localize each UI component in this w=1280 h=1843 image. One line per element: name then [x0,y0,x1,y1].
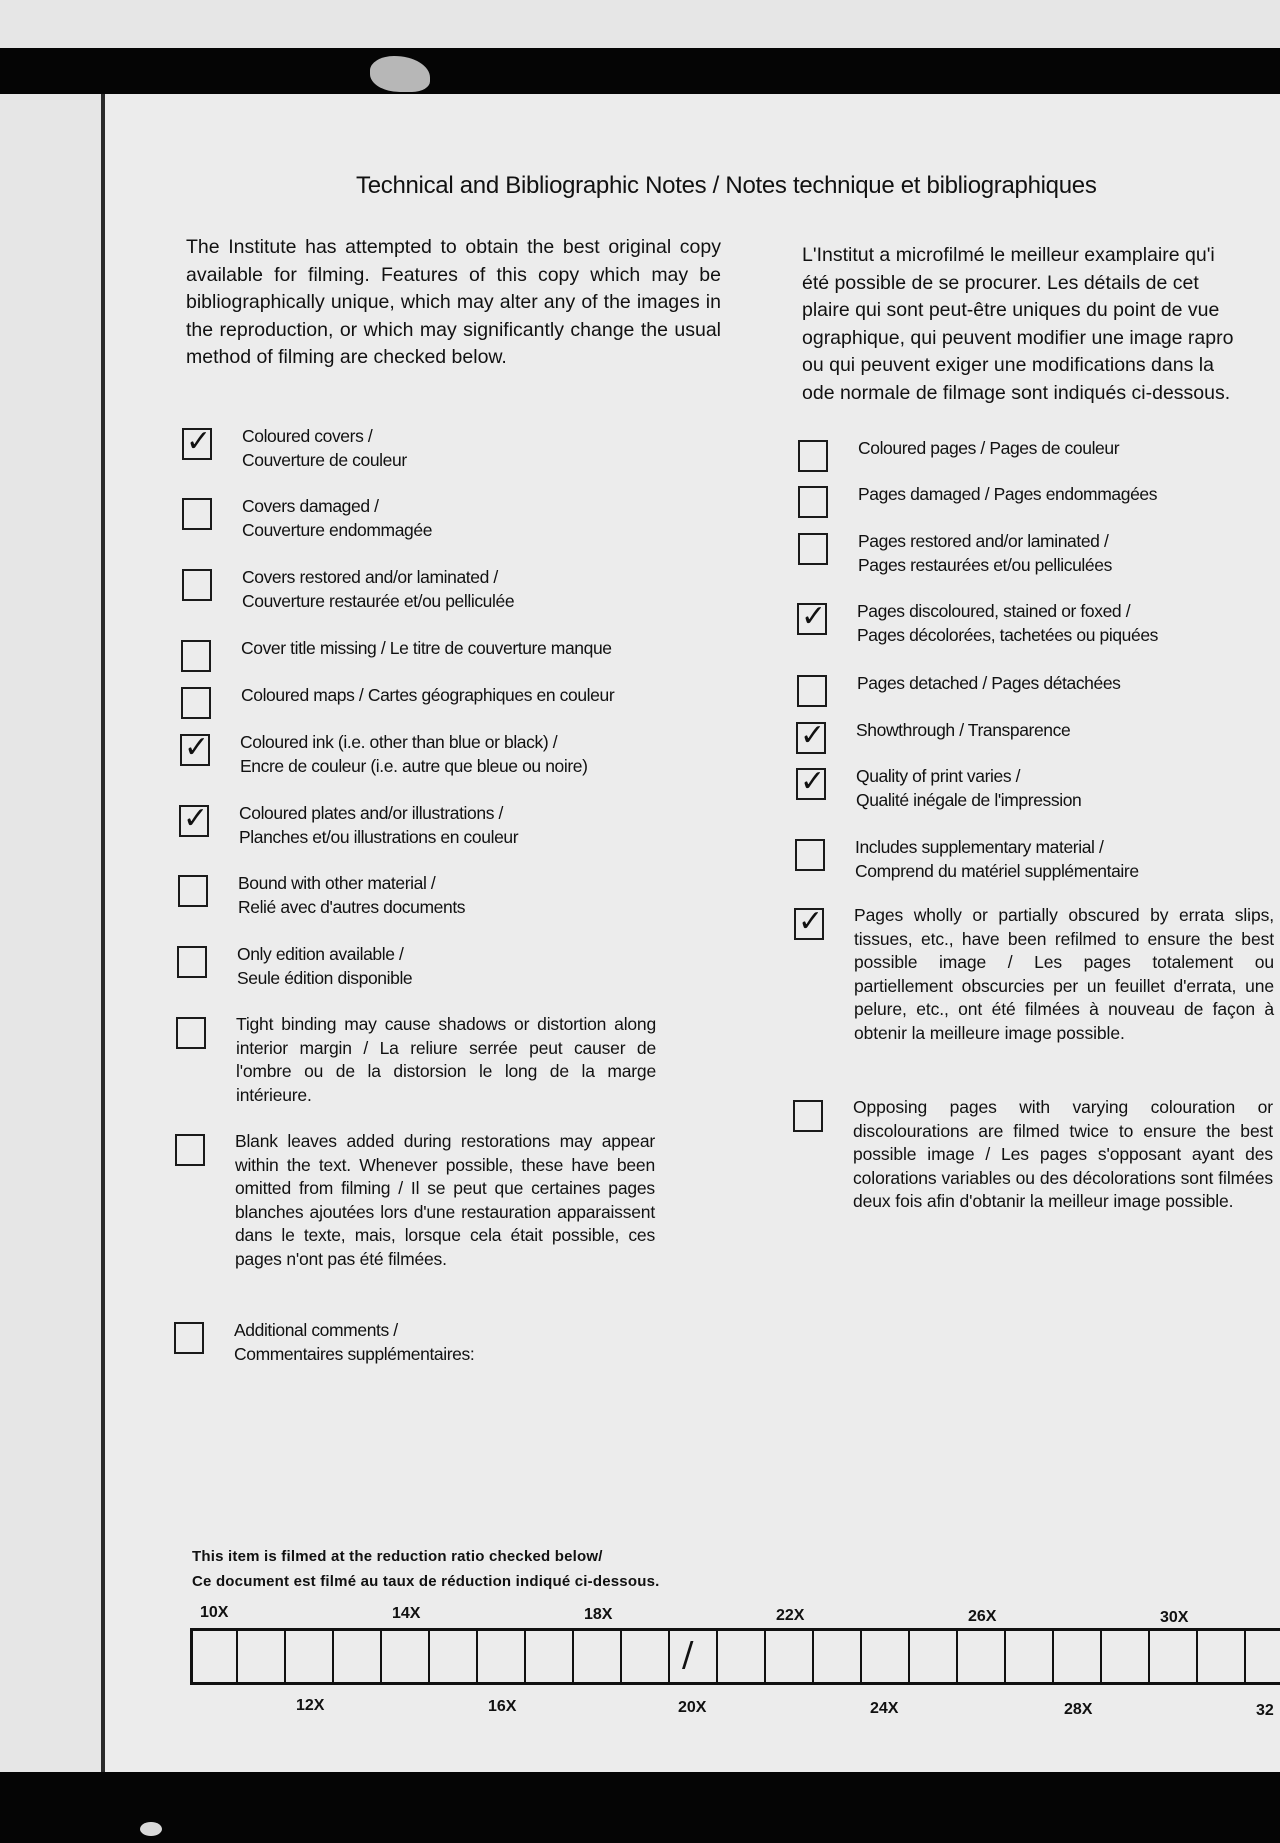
intro-french-line: L'Institut a microfilmé le meilleur examplaire qu'i [802,244,1215,266]
checklist-label [857,599,1158,647]
checklist-label [239,801,518,849]
checklist-label-line: Pages restored and/or laminated / [858,531,1109,551]
intro-french-line: ode normale de filmage sont indiqués ci-dessous. [802,381,1231,404]
reduction-note-english: This item is filmed at the reduction ratio checked below/ [192,1548,603,1565]
checklist-label-line: Commentaires supplémentaires: [234,1344,475,1364]
checklist-label-line: Couverture de couleur [242,450,407,470]
checkbox-checked [179,801,209,837]
checkbox-checked [797,599,827,635]
checkmark-icon: ✓ [798,904,824,939]
checklist-label-line: Coloured plates and/or illustrations / [239,803,503,823]
ratio-cell [1150,1631,1198,1682]
ratio-cell [670,1631,718,1682]
intro-french-line: ou qui peuvent exiger une modifications dans la [802,354,1214,376]
reduction-note-french: Ce document est filmé au taux de réduction indiqué ci-dessous. [192,1573,660,1590]
checkmark-icon: ✓ [800,718,826,753]
ratio-cell [526,1631,574,1682]
checklist-label-line: Seule édition disponible [237,968,413,988]
checklist-label-line: Qualité inégale de l'impression [856,790,1082,810]
checklist-label-line: Covers restored and/or laminated / [242,567,498,587]
scale-label: 28X [1064,1701,1093,1718]
ratio-cell [478,1631,526,1682]
scale-label: 26X [968,1608,997,1625]
checklist-label-line: Quality of print varies / [856,766,1021,786]
checklist-label [858,482,1157,506]
checklist-label-line: Coloured pages / Pages de couleur [858,438,1120,458]
checklist-label-line: Pages damaged / Pages endommagées [858,484,1158,504]
checklist-label-line: Relié avec d'autres documents [238,897,466,917]
checkmark-icon: ✓ [184,730,210,765]
intro-french-line: été possible de se procurer. Les détails de cet [802,271,1199,294]
scale-label: 20X [678,1699,707,1716]
checkbox-unchecked [182,498,212,530]
checklist-label-line: Coloured covers / [242,426,373,446]
checkbox-unchecked [175,1134,205,1166]
ratio-cell [193,1631,238,1682]
intro-english: The Institute has attempted to obtain the best original copy available for filming. Features of this copy which may be bibliographically unique, which may alter any of the images in the reproduction, or which may significantly change the usual method of filming are checked below. [186,236,721,368]
checklist-label: Tight binding may cause shadows or distortion along interior margin / La reliure serrée peut causer de l'ombre ou de la distorsion le long de la marge intérieure. [236,1014,656,1105]
ratio-cell [430,1631,478,1682]
checklist-label [241,636,612,660]
scale-label: 30X [1160,1609,1189,1626]
checklist-label [234,1318,474,1366]
ratio-cell [334,1631,382,1682]
checklist-label-line: Coloured ink (i.e. other than blue or black) / [240,732,558,752]
checkbox-checked [180,730,210,766]
ratio-cell [718,1631,766,1682]
checklist-label [240,730,588,778]
scale-label: 10X [200,1604,229,1621]
ratio-cell [286,1631,334,1682]
ratio-cell [382,1631,430,1682]
checkbox-unchecked [181,640,211,672]
checklist-label-line: Pages detached / Pages détachées [857,673,1121,693]
checkbox-unchecked [795,839,825,871]
intro-french-line: ographique, qui peuvent modifier une image rapro [802,326,1234,349]
checklist-label-line: Only edition available / [237,944,404,964]
checklist-label [238,871,465,919]
checkmark-icon: ✓ [801,599,827,634]
reduction-note [192,1544,659,1594]
checklist-label-line: Comprend du matériel supplémentaire [855,861,1139,881]
ratio-cell [1246,1631,1280,1682]
ratio-cell [910,1631,958,1682]
checkbox-unchecked [797,675,827,707]
ratio-cell [238,1631,286,1682]
ratio-cell [1198,1631,1246,1682]
checklist-label-line: Additional comments / [234,1320,398,1340]
scale-label: 16X [488,1698,517,1715]
checklist-label-line: Pages décolorées, tachetées ou piquées [857,625,1158,645]
scale-label: 18X [584,1606,613,1623]
checklist-label-line: Couverture restaurée et/ou pelliculée [242,591,515,611]
ratio-cell [862,1631,910,1682]
checklist-label-line: Bound with other material / [238,873,436,893]
checkbox-unchecked [181,687,211,719]
checkbox-unchecked [177,946,207,978]
checklist-label-line: Pages restaurées et/ou pelliculées [858,555,1112,575]
checklist-label [237,942,412,990]
bottom-scan-border [0,1772,1280,1843]
checklist-label: Opposing pages with varying colouration or discolourations are filmed twice to ensure the best possible image / Les pages s'opposant ayant des colorations variables ou des décolorations sont filmées deux fois afin d'obtanir la meilleur image possible. [853,1097,1273,1211]
checkbox-unchecked [182,569,212,601]
checkbox-checked [794,904,824,940]
checklist-label-line: Cover title missing / Le titre de couverture manque [241,638,612,658]
checkbox-unchecked [174,1322,204,1354]
checkmark-icon: ✓ [183,801,209,836]
checkbox-unchecked [798,533,828,565]
ratio-cell [574,1631,622,1682]
ratio-check-mark: / [682,1635,694,1675]
top-scan-border [0,48,1280,94]
checkbox-unchecked [798,440,828,472]
checklist-label [857,671,1121,695]
checkmark-icon: ✓ [800,764,826,799]
checklist-label-line: Covers damaged / [242,496,379,516]
checklist-label-line: Couverture endommagée [242,520,433,540]
checklist-label [858,529,1112,577]
checklist-label [242,565,514,613]
checklist-label [858,436,1119,460]
ratio-cell [1102,1631,1150,1682]
checklist-label-line: Planches et/ou illustrations en couleur [239,827,519,847]
checklist-label-line: Showthrough / Transparence [856,720,1071,740]
ratio-cell [1054,1631,1102,1682]
checklist-label-line: Encre de couleur (i.e. autre que bleue ou noire) [240,756,588,776]
checklist-label-line: Coloured maps / Cartes géographiques en couleur [241,685,615,705]
ratio-cell [958,1631,1006,1682]
scale-label: 14X [392,1605,421,1622]
scan-artifact [140,1822,162,1836]
scale-label: 24X [870,1700,899,1717]
scale-label: 12X [296,1697,325,1714]
checklist-label: Blank leaves added during restorations may appear within the text. Whenever possible, these have been omitted from filming / Il se peut que certaines pages blanches ajoutées lors d'une restauration apparaissent dans le texte, mais, lorsque cela était possible, ces pages n'ont pas été filmées. [235,1131,655,1269]
checklist-label [242,424,407,472]
scale-label: 22X [776,1607,805,1624]
checkbox-checked [182,424,212,460]
checkmark-icon: ✓ [186,424,212,459]
checklist-label [856,718,1070,742]
checklist-label [856,764,1081,812]
checklist-label [242,494,432,542]
checkbox-unchecked [176,1017,206,1049]
scale-label: 32 [1256,1702,1274,1719]
checkbox-checked [796,718,826,754]
checkbox-unchecked [178,875,208,907]
checkbox-checked [796,764,826,800]
page-title: Technical and Bibliographic Notes / Notes technique et bibliographiques [356,172,1097,199]
checklist-label [855,835,1139,883]
intro-french [802,242,1280,407]
checkbox-unchecked [793,1100,823,1132]
checklist-label [241,683,614,707]
reduction-ratio-scale [190,1628,1280,1685]
checklist-label-line: Pages discoloured, stained or foxed / [857,601,1131,621]
ratio-cell [766,1631,814,1682]
checklist-label: Pages wholly or partially obscured by errata slips, tissues, etc., have been refilmed to ensure the best possible image / Les pages totalement ou partiellement obscurcies per un feuillet d'errata, une pelure, etc., ont été filmées à nouveau de façon à obtenir la meilleure image possible. [854,905,1274,1043]
ratio-cell [1006,1631,1054,1682]
checklist-label-line: Includes supplementary material / [855,837,1104,857]
intro-french-line: plaire qui sont peut-être uniques du point de vue [802,299,1220,321]
ratio-cell [814,1631,862,1682]
checkbox-unchecked [798,486,828,518]
ratio-cell [622,1631,670,1682]
